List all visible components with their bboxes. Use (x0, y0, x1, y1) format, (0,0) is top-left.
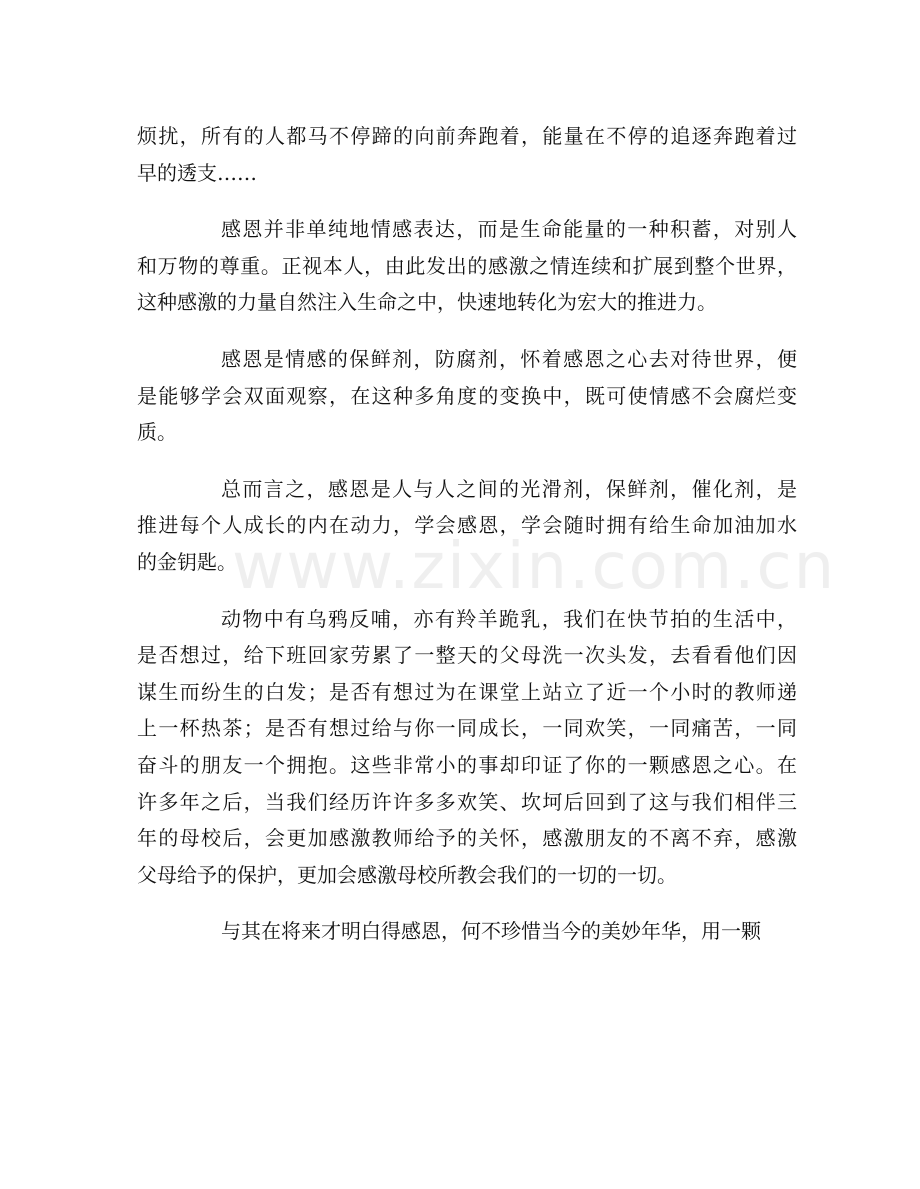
paragraph (137, 913, 797, 950)
text-line: 质。 (137, 420, 177, 445)
paragraph (137, 341, 797, 451)
paragraph (137, 601, 797, 894)
text-line: 烦扰，所有的人都马不停蹄的向前奔跑着，能量在不停的追逐奔跑着过 (137, 124, 797, 148)
paragraph (137, 211, 797, 321)
text-line: 早的透支…… (137, 160, 257, 185)
text-line: 这种感激的力量自然注入生命之中，快速地转化为宏大的推进力。 (137, 290, 717, 315)
text-line: 上一杯热茶；是否有想过给与你一同成长，一同欢笑，一同痛苦，一同 (137, 716, 797, 741)
text-line: 感恩是情感的保鲜剂，防腐剂，怀着感恩之心去对待世界，便 (221, 346, 797, 371)
text-line: 和万物的尊重。正视本人，由此发出的感激之情连续和扩展到整个世界， (137, 253, 797, 278)
text-line: 谋生而纷生的白发；是否有想过为在课堂上站立了近一个小时的教师递 (137, 679, 797, 704)
paragraph (137, 471, 797, 581)
text-line: 总而言之，感恩是人与人之间的光滑剂，保鲜剂，催化剂，是 (221, 476, 797, 501)
text-line: 奋斗的朋友一个拥抱。这些非常小的事却印证了你的一颗感恩之心。在 (137, 752, 797, 777)
text-line: 是能够学会双面观察，在这种多角度的变换中，既可使情感不会腐烂变 (137, 383, 797, 408)
text-line: 父母给予的保护，更加会感激母校所教会我们的一切的一切。 (137, 862, 677, 887)
paragraph (137, 118, 797, 191)
text-line: 动物中有乌鸦反哺，亦有羚羊跪乳，我们在快节拍的生活中， (221, 606, 797, 631)
text-line: 推进每个人成长的内在动力，学会感恩，学会随时拥有给生命加油加水 (137, 513, 797, 538)
text-line: 年的母校后，会更加感激教师给予的关怀，感激朋友的不离不弃，感激 (137, 826, 797, 851)
text-line: 的金钥匙。 (137, 549, 237, 574)
watermark: www.zixin.com.cn (232, 530, 837, 604)
document-body (137, 118, 797, 950)
text-line: 感恩并非单纯地情感表达，而是生命能量的一种积蓄，对别人 (221, 217, 797, 242)
text-line: 与其在将来才明白得感恩，何不珍惜当今的美妙年华，用一颗 (221, 919, 761, 944)
text-line: 是否想过，给下班回家劳累了一整天的父母洗一次头发，去看看他们因 (137, 643, 797, 668)
text-line: 许多年之后，当我们经历许许多多欢笑、坎坷后回到了这与我们相伴三 (137, 789, 797, 814)
